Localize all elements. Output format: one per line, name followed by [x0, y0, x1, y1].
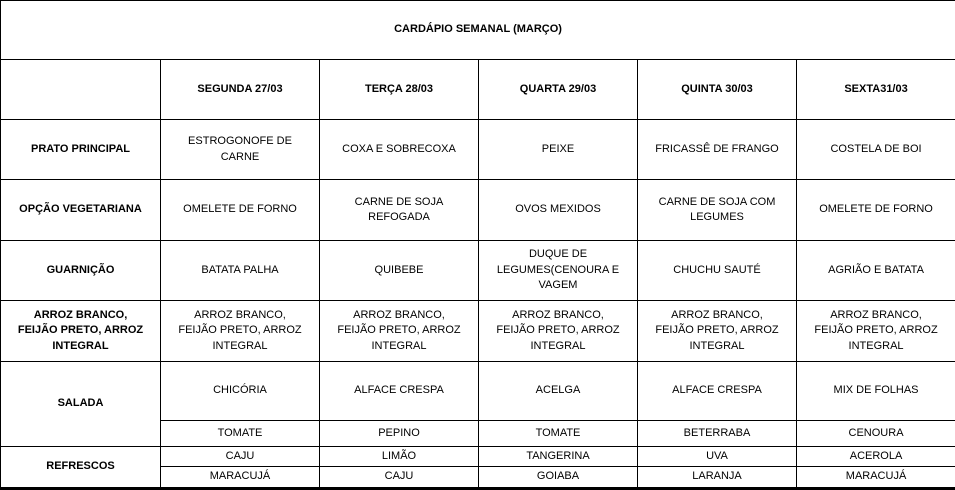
menu-cell: BATATA PALHA	[161, 241, 320, 301]
menu-cell: LARANJA	[638, 467, 797, 488]
title-row	[1, 1, 955, 60]
day-header-terca: TERÇA 28/03	[320, 60, 479, 120]
menu-cell: OVOS MEXIDOS	[479, 180, 638, 241]
row-label-arroz-feijao: ARROZ BRANCO, FEIJÃO PRETO, ARROZ INTEGRAL	[1, 301, 161, 362]
menu-cell: COSTELA DE BOI	[797, 120, 955, 180]
menu-cell: PEPINO	[320, 421, 479, 447]
menu-cell: ACELGA	[479, 362, 638, 421]
day-header-quinta: QUINTA 30/03	[638, 60, 797, 120]
menu-cell: ALFACE CRESPA	[320, 362, 479, 421]
menu-cell: CENOURA	[797, 421, 955, 447]
menu-cell: CAJU	[161, 447, 320, 467]
menu-cell: TOMATE	[161, 421, 320, 447]
menu-cell: COXA E SOBRECOXA	[320, 120, 479, 180]
menu-cell: ALFACE CRESPA	[638, 362, 797, 421]
menu-cell: MARACUJÁ	[797, 467, 955, 488]
menu-cell: TOMATE	[479, 421, 638, 447]
corner-cell	[1, 60, 161, 120]
row-guarnicao	[1, 241, 955, 301]
menu-cell: CARNE DE SOJA COM LEGUMES	[638, 180, 797, 241]
menu-cell: ARROZ BRANCO, FEIJÃO PRETO, ARROZ INTEGRAL	[479, 301, 638, 362]
row-label-salada: SALADA	[1, 362, 161, 447]
row-label-guarnicao: GUARNIÇÃO	[1, 241, 161, 301]
row-opcao-vegetariana	[1, 180, 955, 241]
menu-cell: TANGERINA	[479, 447, 638, 467]
menu-cell: UVA	[638, 447, 797, 467]
menu-cell: CHUCHU SAUTÉ	[638, 241, 797, 301]
menu-cell: ARROZ BRANCO, FEIJÃO PRETO, ARROZ INTEGRAL	[320, 301, 479, 362]
row-label-refrescos: REFRESCOS	[1, 447, 161, 489]
menu-cell: FRICASSÊ DE FRANGO	[638, 120, 797, 180]
menu-cell: OMELETE DE FORNO	[797, 180, 955, 241]
menu-cell: PEIXE	[479, 120, 638, 180]
row-salada	[1, 362, 955, 421]
day-header-sexta: SEXTA31/03	[797, 60, 955, 120]
row-prato-principal	[1, 120, 955, 180]
menu-cell: MARACUJÁ	[161, 467, 320, 488]
menu-cell: ARROZ BRANCO, FEIJÃO PRETO, ARROZ INTEGRAL	[638, 301, 797, 362]
menu-cell: OMELETE DE FORNO	[161, 180, 320, 241]
menu-cell: CARNE DE SOJA REFOGADA	[320, 180, 479, 241]
menu-cell: QUIBEBE	[320, 241, 479, 301]
day-header-quarta: QUARTA 29/03	[479, 60, 638, 120]
menu-cell: ACEROLA	[797, 447, 955, 467]
menu-cell: DUQUE DE LEGUMES(CENOURA E VAGEM	[479, 241, 638, 301]
menu-cell: CAJU	[320, 467, 479, 488]
row-label-opcao-vegetariana: OPÇÃO VEGETARIANA	[1, 180, 161, 241]
menu-cell: GOIABA	[479, 467, 638, 488]
table-title: CARDÁPIO SEMANAL (MARÇO)	[1, 1, 955, 60]
menu-cell: LIMÃO	[320, 447, 479, 467]
menu-cell: ARROZ BRANCO, FEIJÃO PRETO, ARROZ INTEGRAL	[797, 301, 955, 362]
menu-cell: CHICÓRIA	[161, 362, 320, 421]
row-refrescos	[1, 447, 955, 467]
menu-cell: ESTROGONOFE DE CARNE	[161, 120, 320, 180]
menu-cell: ARROZ BRANCO, FEIJÃO PRETO, ARROZ INTEGRAL	[161, 301, 320, 362]
menu-cell: BETERRABA	[638, 421, 797, 447]
row-label-prato-principal: PRATO PRINCIPAL	[1, 120, 161, 180]
menu-cell: MIX DE FOLHAS	[797, 362, 955, 421]
header-row	[1, 60, 955, 120]
row-arroz-feijao	[1, 301, 955, 362]
menu-cell: AGRIÃO E BATATA	[797, 241, 955, 301]
day-header-segunda: SEGUNDA 27/03	[161, 60, 320, 120]
